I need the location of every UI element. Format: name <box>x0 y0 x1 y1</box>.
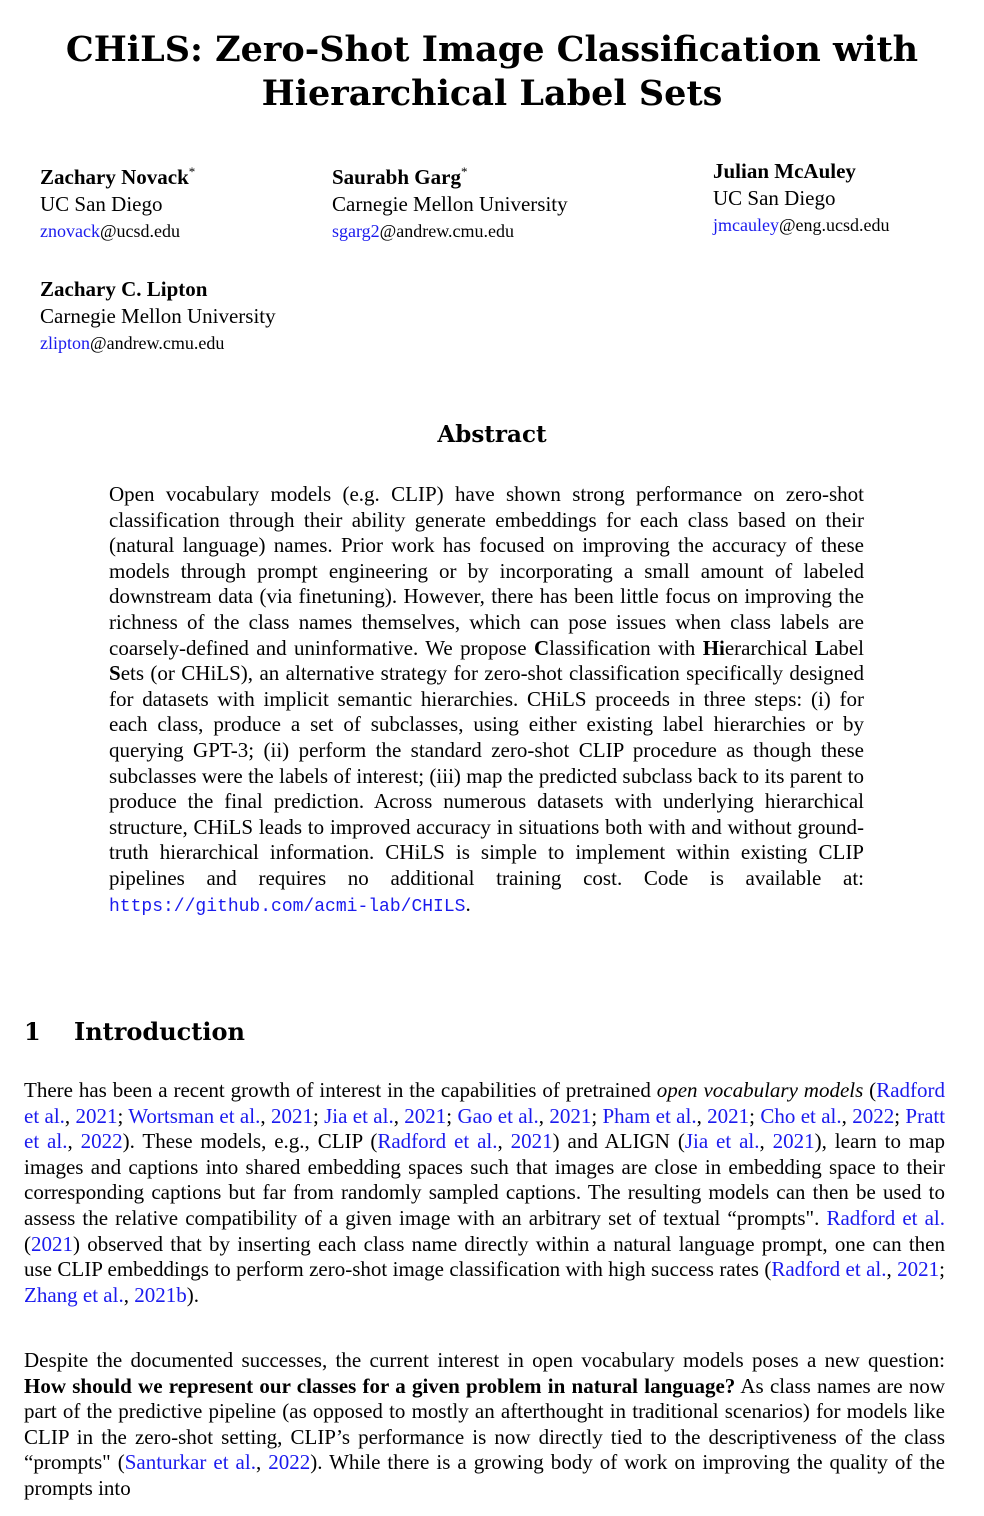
email-link[interactable]: sgarg2 <box>332 221 380 241</box>
section-heading <box>24 1016 245 1048</box>
title-line-2: Hierarchical Label Sets <box>261 73 723 114</box>
citation-link[interactable]: 2022 <box>268 1450 311 1475</box>
citation-link[interactable]: Jia et al. <box>324 1103 394 1128</box>
citation-link[interactable]: 2021 <box>31 1231 73 1256</box>
citation-link[interactable]: Jia et al. <box>684 1129 760 1154</box>
paper-title <box>0 28 984 116</box>
citation-link[interactable]: Cho et al. <box>760 1103 842 1128</box>
author-email: jmcauley@eng.ucsd.edu <box>713 215 890 235</box>
citation-link[interactable]: 2021 <box>75 1103 118 1128</box>
section-number: 1 <box>24 1017 41 1046</box>
author-block-1 <box>40 158 195 245</box>
email-link[interactable]: jmcauley <box>713 215 779 235</box>
author-name: Zachary C. Lipton <box>40 277 208 301</box>
citation-link[interactable]: Santurkar et al. <box>124 1450 256 1475</box>
author-block-4 <box>40 276 276 357</box>
code-link[interactable]: https://github.com/acmi-lab/CHILS <box>109 896 466 917</box>
author-affiliation: UC San Diego <box>713 186 836 210</box>
intro-paragraph-2: Despite the documented successes, the current interest in open vocabulary models poses a new question: How should we represent our classes for a given problem in natural language? As class names are now part of the predictive pipeline (as opposed to mostly an afterthought in traditional scenarios) for models like CLIP in the zero-shot setting, CLIP’s performance is now directly tied to the descriptiveness of the class “prompts" (Santurkar et al., 2022). While there is a growing body of work on improving the quality of the prompts into <box>24 1348 946 1500</box>
abstract-heading: Abstract <box>437 421 547 448</box>
intro-paragraph-1: There has been a recent growth of interest in the capabilities of pretrained open vocabulary models (Radford et al., 2021; Wortsman et al., 2021; Jia et al., 2021; Gao et al., 2021; Pham et al., 2021; Cho et al., 2022; Pratt et al., 2022). These models, e.g., CLIP (Radford et al., 2021) and ALIGN (Jia et al., 2021), learn to map images and captions into shared embedding spaces such that images are close in embedding space to their corresponding captions but far from randomly sampled captions. The resulting models can then be used to assess the relative compatibility of a given image with an arbitrary set of textual “prompts". Radford et al. (2021) observed that by inserting each class name directly within a natural language prompt, one can then use CLIP embeddings to perform zero-shot image classification with high success rates (Radford et al., 2021; Zhang et al., 2021b). <box>24 1078 946 1307</box>
citation-link[interactable]: Pham et al. <box>602 1103 697 1128</box>
citation-link[interactable]: Pratt et al. <box>24 1103 946 1154</box>
citation-link[interactable]: 2021b <box>134 1282 187 1307</box>
citation-link[interactable]: 2021 <box>549 1103 592 1128</box>
citation-link[interactable]: Zhang et al. <box>24 1282 124 1307</box>
citation-link[interactable]: 2021 <box>404 1103 447 1128</box>
author-email: znovack@ucsd.edu <box>40 221 181 241</box>
citation-link[interactable]: 2021 <box>897 1257 940 1282</box>
author-name: Zachary Novack* <box>40 164 196 189</box>
citation-link[interactable]: Gao et al. <box>457 1103 539 1128</box>
citation-link[interactable]: 2021 <box>772 1129 815 1154</box>
abstract-text: Open vocabulary models (e.g. CLIP) have shown strong performance on zero-shot classification through their ability generate embeddings for each class based on their (natural language) names. Prior work has focused on improving the accuracy of these models through prompt engineering or by incorporating a small amount of labeled downstream data (via finetuning). However, there has been little focus on improving the richness of the class names themselves, which can pose issues when class labels are coarsely-defined and uninformative. We propose Classification with Hierarchical Label Sets (or CHiLS), an alternative strategy for zero-shot classification specifically designed for datasets with implicit semantic hierarchies. CHiLS proceeds in three steps: (i) for each class, produce a set of subclasses, using either existing label hierarchies or by querying GPT-3; (ii) perform the standard zero-shot CLIP procedure as though these subclasses were the labels of interest; (iii) map the predicted subclass back to its parent to produce the final prediction. Across numerous datasets with underlying hierarchical structure, CHiLS leads to improved accuracy in situations both with and without ground-truth hierarchical information. CHiLS is simple to implement within existing CLIP pipelines and requires no additional training cost. Code is available at: https://github.com/acmi-lab/CHILS. <box>109 482 865 917</box>
citation-link[interactable]: Radford et al. <box>24 1078 946 1128</box>
email-link[interactable]: znovack <box>40 221 100 241</box>
citation-link[interactable]: Wortsman et al. <box>128 1103 261 1128</box>
citation-link[interactable]: Radford et al. <box>377 1129 498 1154</box>
citation-link[interactable]: 2022 <box>852 1103 895 1128</box>
author-block-3 <box>713 158 890 239</box>
author-email: zlipton@andrew.cmu.edu <box>40 333 225 353</box>
author-block-2 <box>332 158 568 245</box>
section-title: Introduction <box>74 1017 245 1046</box>
citation-link[interactable]: Radford et al. <box>826 1205 945 1230</box>
author-affiliation: UC San Diego <box>40 192 163 216</box>
citation-link[interactable]: 2021 <box>707 1103 750 1128</box>
citation-link[interactable]: Radford et al. <box>771 1257 887 1282</box>
email-link[interactable]: zlipton <box>40 333 90 353</box>
author-affiliation: Carnegie Mellon University <box>40 304 276 328</box>
citation-link[interactable]: 2022 <box>80 1129 123 1154</box>
author-affiliation: Carnegie Mellon University <box>332 192 568 216</box>
citation-link[interactable]: 2021 <box>270 1103 313 1128</box>
citation-link[interactable]: 2021 <box>510 1129 553 1154</box>
title-line-1: CHiLS: Zero-Shot Image Classification with <box>65 29 919 70</box>
author-name: Saurabh Garg* <box>332 164 468 189</box>
author-name: Julian McAuley <box>713 159 856 183</box>
author-email: sgarg2@andrew.cmu.edu <box>332 221 515 241</box>
